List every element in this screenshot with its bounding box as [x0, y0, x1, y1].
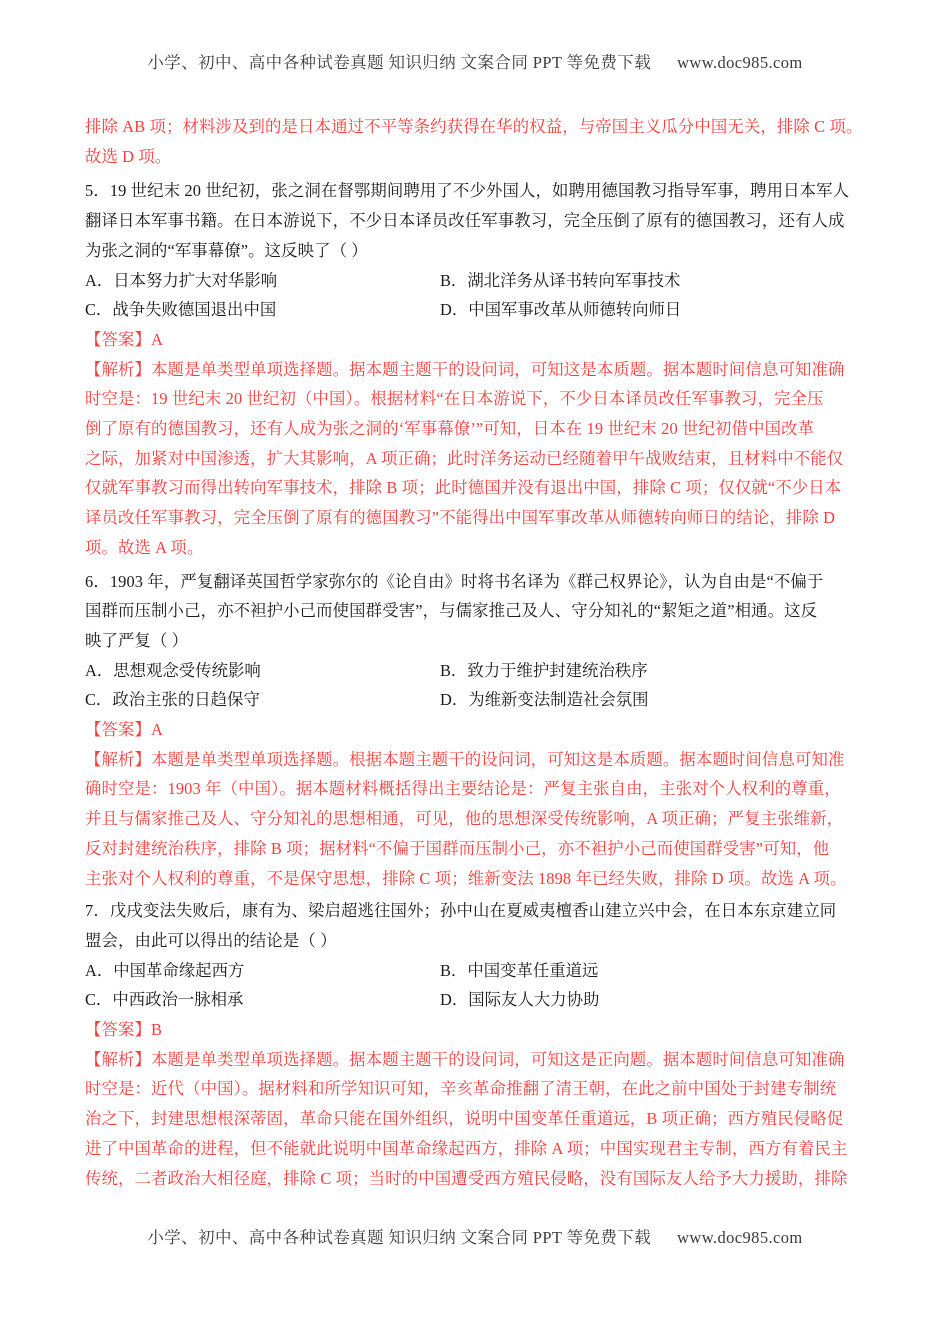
question-stem-line: 映了严复（ ） — [85, 630, 189, 650]
analysis-line: 传统，二者政治大相径庭，排除 C 项；当时的中国遭受西方殖民侵略，没有国际友人给予大力援助，排除 — [85, 1168, 848, 1188]
question-stem-line: 国群而压制小己，亦不袒护小己而使国群受害”，与儒家推己及人、守分知礼的“絜矩之道”相通。这反 — [85, 601, 818, 621]
answer-value: A — [150, 720, 163, 739]
option-d[interactable]: D．国际友人大力协助 — [440, 990, 600, 1010]
option-row — [85, 656, 881, 686]
watermark-header-text: 小学、初中、高中各种试卷真题 知识归纳 文案合同 PPT 等免费下载 — [147, 53, 652, 72]
question-stem-line: 为张之洞的“军事幕僚”。这反映了（ ） — [85, 240, 368, 260]
analysis-line: 反对封建统治秩序，排除 B 项；据材料“不偏于国群而压制小己，亦不袒护小己而使国群受害”可知，他 — [85, 838, 830, 858]
question-stem-line: 5．19 世纪末 20 世纪初，张之洞在督鄂期间聘用了不少外国人，如聘用德国教习指导军事，聘用日本军人 — [85, 181, 850, 201]
answer-line — [85, 715, 881, 745]
option-c[interactable]: C．战争失败德国退出中国 — [85, 300, 277, 320]
analysis-line: 治之下，封建思想根深蒂固，革命只能在国外组织，说明中国变革任重道远，B 项正确；西方殖民侵略促 — [85, 1109, 844, 1129]
watermark-footer-url: www.doc985.com — [677, 1228, 803, 1247]
question-block-6 — [85, 567, 881, 894]
question-stem-line: 翻译日本军事书籍。在日本游说下，不少日本译员改任军事教习，完全压倒了原有的德国教习，还有人成 — [85, 211, 845, 231]
analysis-line: 【解析】本题是单类型单项选择题。据本题主题干的设问词，可知这是正向题。据本题时间信息可知准确 — [85, 1049, 845, 1069]
option-b[interactable]: B．中国变革任重道远 — [440, 960, 599, 980]
analysis-line: 译员改任军事教习，完全压倒了原有的德国教习”不能得出中国军事改革从师德转向师日的结论，排除 D — [85, 508, 836, 528]
option-d[interactable]: D．中国军事改革从师德转向师日 — [440, 300, 682, 320]
option-b[interactable]: B．湖北洋务从译书转向军事技术 — [440, 270, 681, 290]
answer-value: A — [150, 329, 163, 349]
analysis-line: 时空是：近代（中国）。据材料和所学知识可知，辛亥革命推翻了清王朝，在此之前中国处于封建专制统 — [85, 1079, 837, 1099]
question-block-7 — [85, 896, 881, 1193]
continued-explanation-line: 故选 D 项。 — [85, 146, 172, 166]
option-b[interactable]: B．致力于维护封建统治秩序 — [440, 660, 648, 680]
continued-explanation-line: 排除 AB 项；材料涉及到的是日本通过不平等条约获得在华的权益，与帝国主义瓜分中国无关，排除 C 项。 — [85, 117, 863, 136]
analysis-line: 仅就军事教习而得出转向军事技术，排除 B 项；此时德国并没有退出中国，排除 C 项；仅仅就“不少日本 — [85, 478, 842, 498]
option-row — [85, 295, 881, 325]
analysis-line: 项。故选 A 项。 — [85, 537, 204, 557]
option-row — [85, 985, 881, 1015]
watermark-footer — [0, 1224, 950, 1248]
analysis-line: 之际，加紧对中国渗透，扩大其影响，A 项正确；此时洋务运动已经随着甲午战败结束，且材料中不能仅 — [85, 448, 844, 468]
option-a[interactable]: A．思想观念受传统影响 — [85, 660, 261, 680]
continued-explanation-block — [85, 112, 881, 171]
question-stem-line: 7．戊戌变法失败后，康有为、梁启超逃往国外；孙中山在夏威夷檀香山建立兴中会，在日本东京建立同 — [85, 901, 837, 921]
analysis-line: 【解析】本题是单类型单项选择题。根据本题主题干的设问词，可知这是本质题。据本题时间信息可知准 — [85, 749, 845, 769]
option-row — [85, 266, 881, 296]
answer-line — [85, 1015, 881, 1045]
question-stem-line: 盟会，由此可以得出的结论是（ ） — [85, 930, 337, 950]
question-stem-line: 6．1903 年，严复翻译英国哲学家弥尔的《论自由》时将书名译为《群己权界论》，认为自由是“不偏于 — [85, 571, 824, 591]
analysis-line: 并且与儒家推己及人、守分知礼的思想相通，可见，他的思想深受传统影响，A 项正确；严复主张维新， — [85, 809, 844, 829]
option-d[interactable]: D．为维新变法制造社会氛围 — [440, 690, 649, 710]
watermark-header — [0, 49, 950, 73]
answer-label: 【答案】 — [85, 1020, 151, 1039]
option-a[interactable]: A．中国革命缘起西方 — [85, 960, 245, 980]
analysis-line: 时空是：19 世纪末 20 世纪初（中国）。根据材料“在日本游说下，不少日本译员改任军事教习，完全压 — [85, 389, 824, 409]
option-row — [85, 685, 881, 715]
answer-line — [85, 325, 881, 355]
watermark-footer-text: 小学、初中、高中各种试卷真题 知识归纳 文案合同 PPT 等免费下载 — [147, 1228, 652, 1247]
document-body — [85, 112, 881, 1193]
option-c[interactable]: C．中西政治一脉相承 — [85, 990, 244, 1010]
answer-label: 【答案】 — [85, 720, 151, 739]
question-block-5 — [85, 176, 881, 562]
option-a[interactable]: A．日本努力扩大对华影响 — [85, 270, 278, 290]
option-c[interactable]: C．政治主张的日趋保守 — [85, 690, 260, 710]
analysis-line: 确时空是：1903 年（中国）。据本题材料概括得出主要结论是：严复主张自由，主张对个人权利的尊重， — [85, 779, 841, 799]
watermark-header-url: www.doc985.com — [677, 53, 803, 72]
analysis-line: 主张对个人权利的尊重，不是保守思想，排除 C 项；维新变法 1898 年已经失败，排除 D 项。故选 A 项。 — [85, 868, 847, 888]
answer-value: B — [150, 1020, 163, 1039]
answer-label: 【答案】 — [85, 329, 151, 349]
option-row — [85, 956, 881, 986]
analysis-line: 【解析】本题是单类型单项选择题。据本题主题干的设问词，可知这是本质题。据本题时间信息可知准确 — [85, 359, 845, 379]
analysis-line: 进了中国革命的进程，但不能就此说明中国革命缘起西方，排除 A 项；中国实现君主专制，西方有着民主 — [85, 1138, 848, 1158]
analysis-line: 倒了原有的德国教习，还有人成为张之洞的‘军事幕僚’”可知，日本在 19 世纪末 20 世纪初借中国改革 — [85, 419, 815, 438]
